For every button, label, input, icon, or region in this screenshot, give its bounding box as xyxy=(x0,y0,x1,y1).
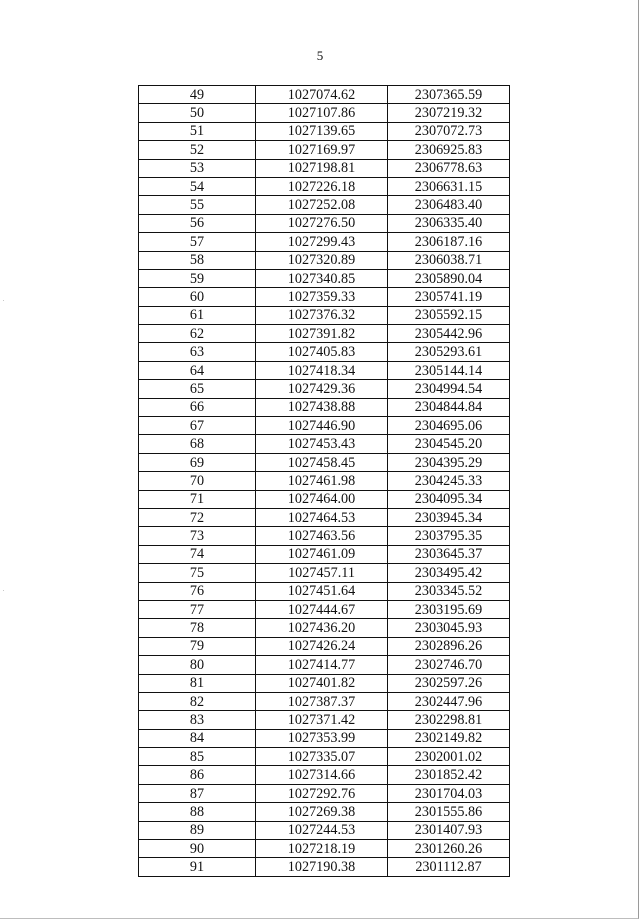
x-coordinate-cell: 1027438.88 xyxy=(256,398,388,416)
point-number-cell: 55 xyxy=(139,196,256,214)
x-coordinate-cell: 1027198.81 xyxy=(256,159,388,177)
table-row xyxy=(139,564,510,582)
table-row xyxy=(139,159,510,177)
table-row xyxy=(139,86,510,104)
x-coordinate-cell: 1027276.50 xyxy=(256,214,388,232)
table-row xyxy=(139,251,510,269)
table-row xyxy=(139,692,510,710)
table-row xyxy=(139,435,510,453)
point-number-cell: 62 xyxy=(139,325,256,343)
point-number-cell: 61 xyxy=(139,306,256,324)
x-coordinate-cell: 1027353.99 xyxy=(256,729,388,747)
point-number-cell: 69 xyxy=(139,453,256,471)
y-coordinate-cell: 2306038.71 xyxy=(388,251,510,269)
y-coordinate-cell: 2306925.83 xyxy=(388,141,510,159)
table-row xyxy=(139,214,510,232)
table-row xyxy=(139,343,510,361)
y-coordinate-cell: 2303495.42 xyxy=(388,564,510,582)
table-row xyxy=(139,196,510,214)
x-coordinate-cell: 1027436.20 xyxy=(256,619,388,637)
point-number-cell: 89 xyxy=(139,821,256,839)
y-coordinate-cell: 2301555.86 xyxy=(388,803,510,821)
point-number-cell: 49 xyxy=(139,86,256,104)
point-number-cell: 90 xyxy=(139,840,256,858)
table-row xyxy=(139,453,510,471)
y-coordinate-cell: 2301407.93 xyxy=(388,821,510,839)
y-coordinate-cell: 2302746.70 xyxy=(388,656,510,674)
y-coordinate-cell: 2303795.35 xyxy=(388,527,510,545)
x-coordinate-cell: 1027446.90 xyxy=(256,417,388,435)
point-number-cell: 81 xyxy=(139,674,256,692)
table-row xyxy=(139,233,510,251)
x-coordinate-cell: 1027218.19 xyxy=(256,840,388,858)
table-row xyxy=(139,784,510,802)
point-number-cell: 87 xyxy=(139,784,256,802)
y-coordinate-cell: 2307365.59 xyxy=(388,86,510,104)
point-number-cell: 53 xyxy=(139,159,256,177)
y-coordinate-cell: 2304545.20 xyxy=(388,435,510,453)
table-row xyxy=(139,803,510,821)
y-coordinate-cell: 2305293.61 xyxy=(388,343,510,361)
y-coordinate-cell: 2307219.32 xyxy=(388,104,510,122)
x-coordinate-cell: 1027429.36 xyxy=(256,380,388,398)
point-number-cell: 70 xyxy=(139,472,256,490)
point-number-cell: 83 xyxy=(139,711,256,729)
table-row xyxy=(139,748,510,766)
x-coordinate-cell: 1027387.37 xyxy=(256,692,388,710)
y-coordinate-cell: 2304395.29 xyxy=(388,453,510,471)
table-row xyxy=(139,288,510,306)
x-coordinate-cell: 1027190.38 xyxy=(256,858,388,876)
y-coordinate-cell: 2302001.02 xyxy=(388,748,510,766)
x-coordinate-cell: 1027458.45 xyxy=(256,453,388,471)
y-coordinate-cell: 2301852.42 xyxy=(388,766,510,784)
y-coordinate-cell: 2305144.14 xyxy=(388,361,510,379)
table-row xyxy=(139,858,510,876)
point-number-cell: 64 xyxy=(139,361,256,379)
y-coordinate-cell: 2302149.82 xyxy=(388,729,510,747)
y-coordinate-cell: 2306483.40 xyxy=(388,196,510,214)
y-coordinate-cell: 2301112.87 xyxy=(388,858,510,876)
table-row xyxy=(139,840,510,858)
table-row xyxy=(139,582,510,600)
point-number-cell: 73 xyxy=(139,527,256,545)
x-coordinate-cell: 1027139.65 xyxy=(256,122,388,140)
table-row xyxy=(139,637,510,655)
point-number-cell: 86 xyxy=(139,766,256,784)
x-coordinate-cell: 1027457.11 xyxy=(256,564,388,582)
y-coordinate-cell: 2305442.96 xyxy=(388,325,510,343)
y-coordinate-cell: 2304844.84 xyxy=(388,398,510,416)
x-coordinate-cell: 1027169.97 xyxy=(256,141,388,159)
point-number-cell: 59 xyxy=(139,269,256,287)
y-coordinate-cell: 2305890.04 xyxy=(388,269,510,287)
x-coordinate-cell: 1027464.00 xyxy=(256,490,388,508)
scan-speck xyxy=(3,590,4,591)
point-number-cell: 76 xyxy=(139,582,256,600)
table-row xyxy=(139,269,510,287)
table-row xyxy=(139,472,510,490)
coordinates-table xyxy=(138,85,510,877)
table-row xyxy=(139,380,510,398)
y-coordinate-cell: 2304095.34 xyxy=(388,490,510,508)
table-row xyxy=(139,656,510,674)
point-number-cell: 51 xyxy=(139,122,256,140)
point-number-cell: 58 xyxy=(139,251,256,269)
x-coordinate-cell: 1027292.76 xyxy=(256,784,388,802)
x-coordinate-cell: 1027418.34 xyxy=(256,361,388,379)
x-coordinate-cell: 1027371.42 xyxy=(256,711,388,729)
coordinates-table-body xyxy=(139,86,510,877)
y-coordinate-cell: 2304994.54 xyxy=(388,380,510,398)
point-number-cell: 78 xyxy=(139,619,256,637)
point-number-cell: 50 xyxy=(139,104,256,122)
point-number-cell: 79 xyxy=(139,637,256,655)
y-coordinate-cell: 2302447.96 xyxy=(388,692,510,710)
x-coordinate-cell: 1027335.07 xyxy=(256,748,388,766)
point-number-cell: 80 xyxy=(139,656,256,674)
table-row xyxy=(139,766,510,784)
x-coordinate-cell: 1027359.33 xyxy=(256,288,388,306)
x-coordinate-cell: 1027391.82 xyxy=(256,325,388,343)
point-number-cell: 72 xyxy=(139,508,256,526)
y-coordinate-cell: 2304695.06 xyxy=(388,417,510,435)
y-coordinate-cell: 2306631.15 xyxy=(388,177,510,195)
table-row xyxy=(139,600,510,618)
table-row xyxy=(139,674,510,692)
y-coordinate-cell: 2304245.33 xyxy=(388,472,510,490)
x-coordinate-cell: 1027414.77 xyxy=(256,656,388,674)
table-row xyxy=(139,361,510,379)
table-row xyxy=(139,619,510,637)
y-coordinate-cell: 2302896.26 xyxy=(388,637,510,655)
point-number-cell: 77 xyxy=(139,600,256,618)
table-row xyxy=(139,729,510,747)
x-coordinate-cell: 1027405.83 xyxy=(256,343,388,361)
x-coordinate-cell: 1027464.53 xyxy=(256,508,388,526)
y-coordinate-cell: 2303045.93 xyxy=(388,619,510,637)
x-coordinate-cell: 1027320.89 xyxy=(256,251,388,269)
x-coordinate-cell: 1027074.62 xyxy=(256,86,388,104)
point-number-cell: 71 xyxy=(139,490,256,508)
table-row xyxy=(139,417,510,435)
y-coordinate-cell: 2303945.34 xyxy=(388,508,510,526)
table-row xyxy=(139,821,510,839)
y-coordinate-cell: 2303645.37 xyxy=(388,545,510,563)
point-number-cell: 67 xyxy=(139,417,256,435)
x-coordinate-cell: 1027376.32 xyxy=(256,306,388,324)
y-coordinate-cell: 2302298.81 xyxy=(388,711,510,729)
y-coordinate-cell: 2305741.19 xyxy=(388,288,510,306)
y-coordinate-cell: 2301260.26 xyxy=(388,840,510,858)
x-coordinate-cell: 1027451.64 xyxy=(256,582,388,600)
table-row xyxy=(139,508,510,526)
y-coordinate-cell: 2302597.26 xyxy=(388,674,510,692)
x-coordinate-cell: 1027401.82 xyxy=(256,674,388,692)
y-coordinate-cell: 2306335.40 xyxy=(388,214,510,232)
y-coordinate-cell: 2306187.16 xyxy=(388,233,510,251)
point-number-cell: 91 xyxy=(139,858,256,876)
x-coordinate-cell: 1027461.09 xyxy=(256,545,388,563)
y-coordinate-cell: 2307072.73 xyxy=(388,122,510,140)
table-row xyxy=(139,325,510,343)
point-number-cell: 54 xyxy=(139,177,256,195)
point-number-cell: 57 xyxy=(139,233,256,251)
point-number-cell: 56 xyxy=(139,214,256,232)
x-coordinate-cell: 1027314.66 xyxy=(256,766,388,784)
point-number-cell: 63 xyxy=(139,343,256,361)
table-row xyxy=(139,306,510,324)
point-number-cell: 66 xyxy=(139,398,256,416)
table-row xyxy=(139,711,510,729)
point-number-cell: 65 xyxy=(139,380,256,398)
table-row xyxy=(139,545,510,563)
x-coordinate-cell: 1027461.98 xyxy=(256,472,388,490)
x-coordinate-cell: 1027244.53 xyxy=(256,821,388,839)
scan-speck xyxy=(3,300,4,301)
table-row xyxy=(139,104,510,122)
x-coordinate-cell: 1027444.67 xyxy=(256,600,388,618)
x-coordinate-cell: 1027226.18 xyxy=(256,177,388,195)
point-number-cell: 85 xyxy=(139,748,256,766)
x-coordinate-cell: 1027463.56 xyxy=(256,527,388,545)
x-coordinate-cell: 1027453.43 xyxy=(256,435,388,453)
x-coordinate-cell: 1027252.08 xyxy=(256,196,388,214)
point-number-cell: 75 xyxy=(139,564,256,582)
x-coordinate-cell: 1027269.38 xyxy=(256,803,388,821)
table-row xyxy=(139,490,510,508)
table-row xyxy=(139,527,510,545)
y-coordinate-cell: 2301704.03 xyxy=(388,784,510,802)
y-coordinate-cell: 2303345.52 xyxy=(388,582,510,600)
y-coordinate-cell: 2305592.15 xyxy=(388,306,510,324)
x-coordinate-cell: 1027299.43 xyxy=(256,233,388,251)
point-number-cell: 84 xyxy=(139,729,256,747)
table-row xyxy=(139,177,510,195)
table-row xyxy=(139,122,510,140)
x-coordinate-cell: 1027426.24 xyxy=(256,637,388,655)
point-number-cell: 68 xyxy=(139,435,256,453)
point-number-cell: 88 xyxy=(139,803,256,821)
table-row xyxy=(139,398,510,416)
point-number-cell: 82 xyxy=(139,692,256,710)
page-number: 5 xyxy=(316,48,324,63)
point-number-cell: 52 xyxy=(139,141,256,159)
point-number-cell: 60 xyxy=(139,288,256,306)
point-number-cell: 74 xyxy=(139,545,256,563)
x-coordinate-cell: 1027340.85 xyxy=(256,269,388,287)
y-coordinate-cell: 2306778.63 xyxy=(388,159,510,177)
y-coordinate-cell: 2303195.69 xyxy=(388,600,510,618)
table-row xyxy=(139,141,510,159)
x-coordinate-cell: 1027107.86 xyxy=(256,104,388,122)
